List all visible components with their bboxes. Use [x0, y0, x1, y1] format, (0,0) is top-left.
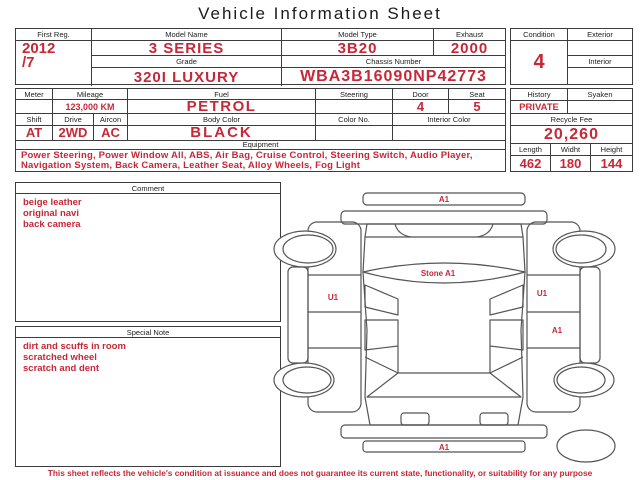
model-type-label: Model Type: [282, 29, 434, 41]
history-value-row: [511, 101, 632, 115]
disclaimer-text: This sheet reflects the vehicle's condition at issuance and does not guarantee its current state, functionality, or suitability for any purpose: [47, 468, 593, 478]
grade-label: Grade: [92, 56, 282, 68]
width-value: 180: [551, 156, 591, 171]
exhaust-label: Exhaust: [434, 29, 505, 41]
condition-panel: [510, 28, 633, 85]
model-name-value: 3 SERIES: [92, 41, 282, 56]
specs-header-row-1: [16, 89, 505, 100]
history-label: History: [511, 89, 568, 101]
left-side-panel-shape: [274, 222, 361, 412]
interior-color-value: [393, 126, 505, 141]
history-value: PRIVATE: [511, 101, 568, 115]
fuel-value: PETROL: [128, 100, 316, 114]
meter-label: Meter: [16, 89, 53, 100]
specs-value-row-1: [16, 100, 505, 114]
height-value: 144: [600, 156, 623, 171]
shift-label: Shift: [16, 114, 53, 125]
first-reg-month: /7: [22, 54, 35, 71]
recycle-fee-label: Recycle Fee: [511, 114, 632, 126]
dimensions-value-row: [511, 156, 632, 171]
color-no-label: Color No.: [316, 114, 393, 125]
interior-color-label: Interior Color: [393, 114, 505, 125]
steering-value: [316, 100, 393, 114]
exterior-interior-column: [568, 29, 632, 84]
right-door-damage-code: U1: [536, 289, 548, 298]
drive-label: Drive: [53, 114, 94, 125]
color-no-value: [316, 126, 393, 141]
comment-line: back camera: [23, 219, 81, 230]
meter-value: [16, 100, 53, 114]
body-color-label: Body Color: [128, 114, 316, 125]
mileage-label: Mileage: [53, 89, 128, 100]
spare-tire-shape: [557, 430, 615, 462]
specs-value-row-2: [16, 126, 505, 141]
right-side-panel-shape: [527, 222, 615, 412]
history-header-row: [511, 89, 632, 101]
length-label: Length: [511, 144, 551, 156]
special-note-box: [15, 326, 281, 467]
seat-value: 5: [449, 100, 505, 114]
car-body-shape: [363, 224, 525, 425]
model-name-label: Model Name: [92, 29, 282, 41]
comment-label: Comment: [16, 183, 280, 194]
shift-value: AT: [16, 126, 53, 141]
exhaust-value: 2000: [434, 41, 505, 56]
condition-value: 4: [533, 51, 545, 73]
right-rear-quarter-damage-code: A1: [551, 326, 563, 335]
front-bumper-damage-code: A1: [438, 195, 450, 204]
exterior-label: Exterior: [568, 29, 632, 41]
dimensions-header-row: [511, 144, 632, 156]
special-note-line: scratch and dent: [23, 363, 100, 374]
length-value: 462: [511, 156, 551, 171]
first-reg-value: [16, 41, 92, 86]
windshield-damage-code: Stone A1: [420, 269, 456, 278]
mileage-value: 123,000 KM: [53, 100, 128, 114]
comment-body: [16, 194, 280, 321]
condition-label: Condition: [511, 29, 567, 41]
interior-label: Interior: [568, 56, 632, 68]
comment-line: original navi: [23, 208, 79, 219]
drive-value: 2WD: [53, 126, 94, 141]
syaken-label: Syaken: [568, 89, 632, 101]
exterior-value: [568, 41, 632, 56]
special-note-body: [16, 338, 280, 466]
model-type-value: 3B20: [282, 41, 434, 56]
syaken-value: [568, 101, 632, 115]
chassis-number-value: WBA3B16090NP42773: [300, 68, 487, 85]
condition-column: [511, 29, 568, 84]
comment-line: beige leather: [23, 197, 82, 208]
special-note-line: scratched wheel: [23, 352, 97, 363]
steering-label: Steering: [316, 89, 393, 100]
rear-bumper-damage-code: A1: [438, 443, 450, 452]
body-color-value: BLACK: [128, 126, 316, 141]
grade-value: 320I LUXURY: [92, 68, 282, 86]
door-value: 4: [393, 100, 449, 114]
height-label: Height: [591, 144, 632, 156]
interior-value: [568, 68, 632, 84]
page-title: Vehicle Information Sheet: [198, 4, 442, 23]
door-label: Door: [393, 89, 449, 100]
aircon-label: Aircon: [94, 114, 128, 125]
first-reg-label: First Reg.: [16, 29, 92, 41]
identity-table: [15, 28, 506, 85]
chassis-number-label: Chassis Number: [282, 56, 505, 68]
specs-table: [15, 88, 506, 172]
equipment-value: Power Steering, Power Window All, ABS, Air Bag, Cruise Control, Steering Switch, Audio Player, Navigation System, Back Camera, Leather Seat, Alloy Wheels, Fog Light: [21, 149, 473, 171]
recycle-fee-value: 20,260: [511, 126, 632, 144]
seat-label: Seat: [449, 89, 505, 100]
first-reg-year: 2012: [22, 40, 56, 57]
equipment-label: Equipment: [16, 141, 505, 150]
specs-header-row-2: [16, 114, 505, 125]
special-note-line: dirt and scuffs in room: [23, 341, 126, 352]
left-door-damage-code: U1: [327, 293, 339, 302]
aircon-value: AC: [94, 126, 128, 141]
fuel-label: Fuel: [128, 89, 316, 100]
history-panel: [510, 88, 633, 172]
comment-box: [15, 182, 281, 322]
special-note-label: Special Note: [16, 327, 280, 338]
car-damage-diagram: [268, 180, 640, 476]
width-label: Widht: [551, 144, 591, 156]
